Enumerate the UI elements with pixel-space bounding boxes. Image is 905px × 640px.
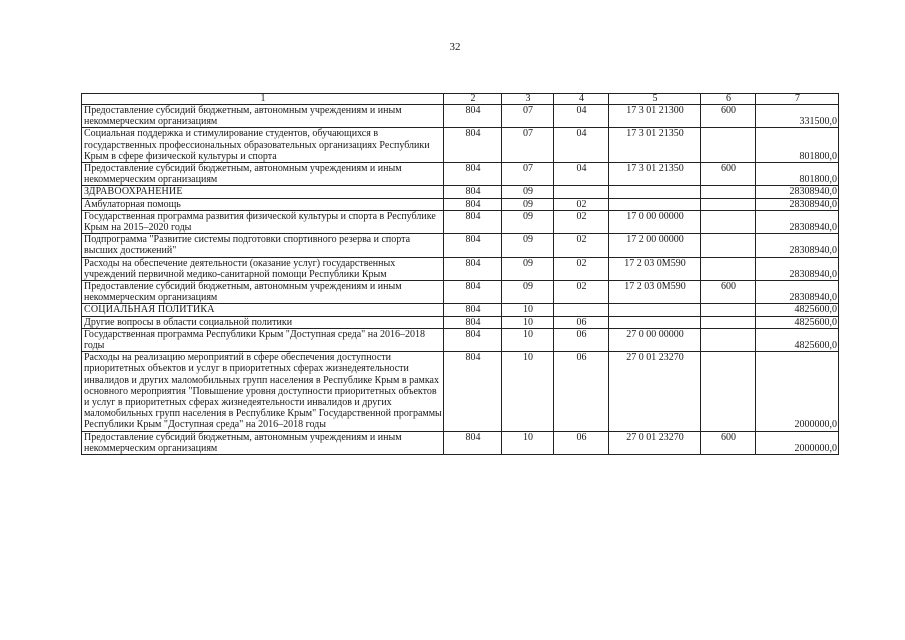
header-cell: 1: [82, 94, 444, 105]
expense-type-cell: [701, 316, 756, 328]
target-article-cell: [609, 316, 701, 328]
target-article-cell: 17 3 01 21350: [609, 163, 701, 186]
header-cell: 2: [444, 94, 502, 105]
target-article-cell: [609, 304, 701, 316]
section-code-cell: 09: [502, 198, 554, 210]
budget-table: [81, 93, 839, 455]
expense-type-cell: 600: [701, 105, 756, 128]
section-code-cell: 09: [502, 281, 554, 304]
subsection-code-cell: 06: [554, 352, 609, 431]
header-cell: 6: [701, 94, 756, 105]
target-article-cell: 27 0 00 00000: [609, 328, 701, 351]
item-name-cell: Предоставление субсидий бюджетным, автономным учреждениям и иным некоммерческим организациям: [82, 431, 444, 454]
grbs-code-cell: 804: [444, 281, 502, 304]
grbs-code-cell: 804: [444, 304, 502, 316]
grbs-code-cell: 804: [444, 234, 502, 257]
item-name-cell: Подпрограмма "Развитие системы подготовки спортивного резерва и спорта высших достижений": [82, 234, 444, 257]
section-code-cell: 10: [502, 316, 554, 328]
header-cell: 5: [609, 94, 701, 105]
amount-cell: 28308940,0: [756, 234, 839, 257]
subsection-code-cell: 04: [554, 105, 609, 128]
amount-cell: 28308940,0: [756, 210, 839, 233]
subsection-code-cell: 04: [554, 128, 609, 163]
amount-cell: 28308940,0: [756, 186, 839, 198]
expense-type-cell: 600: [701, 431, 756, 454]
section-code-cell: 07: [502, 105, 554, 128]
item-name-cell: Предоставление субсидий бюджетным, автономным учреждениям и иным некоммерческим организациям: [82, 105, 444, 128]
subsection-code-cell: 02: [554, 234, 609, 257]
section-code-cell: 09: [502, 210, 554, 233]
table-row: [82, 128, 839, 163]
grbs-code-cell: 804: [444, 328, 502, 351]
section-code-cell: 09: [502, 234, 554, 257]
grbs-code-cell: 804: [444, 257, 502, 280]
grbs-code-cell: 804: [444, 128, 502, 163]
subsection-code-cell: 06: [554, 431, 609, 454]
grbs-code-cell: 804: [444, 352, 502, 431]
table-row: [82, 328, 839, 351]
table-row: [82, 186, 839, 198]
table-header-row: [82, 94, 839, 105]
item-name-cell: Расходы на обеспечение деятельности (оказание услуг) государственных учреждений первичной медико-санитарной помощи Республики Крым: [82, 257, 444, 280]
amount-cell: 4825600,0: [756, 316, 839, 328]
target-article-cell: 17 2 00 00000: [609, 234, 701, 257]
header-cell: 4: [554, 94, 609, 105]
item-name-cell: ЗДРАВООХРАНЕНИЕ: [82, 186, 444, 198]
expense-type-cell: [701, 234, 756, 257]
table-row: [82, 105, 839, 128]
table-row: [82, 210, 839, 233]
amount-cell: 28308940,0: [756, 257, 839, 280]
table-row: [82, 304, 839, 316]
item-name-cell: Другие вопросы в области социальной политики: [82, 316, 444, 328]
page-number: 32: [449, 41, 461, 53]
section-code-cell: 07: [502, 163, 554, 186]
amount-cell: 28308940,0: [756, 198, 839, 210]
grbs-code-cell: 804: [444, 105, 502, 128]
target-article-cell: 17 3 01 21300: [609, 105, 701, 128]
item-name-cell: Социальная поддержка и стимулирование студентов, обучающихся в государственных профессиональных образовательных организациях Республики Крым в сфере физической культуры и спорта: [82, 128, 444, 163]
amount-cell: 2000000,0: [756, 352, 839, 431]
amount-cell: 801800,0: [756, 163, 839, 186]
grbs-code-cell: 804: [444, 210, 502, 233]
expense-type-cell: [701, 304, 756, 316]
item-name-cell: Предоставление субсидий бюджетным, автономным учреждениям и иным некоммерческим организациям: [82, 163, 444, 186]
grbs-code-cell: 804: [444, 198, 502, 210]
subsection-code-cell: 06: [554, 328, 609, 351]
amount-cell: 2000000,0: [756, 431, 839, 454]
grbs-code-cell: 804: [444, 316, 502, 328]
table-row: [82, 281, 839, 304]
item-name-cell: Государственная программа Республики Крым "Доступная среда" на 2016–2018 годы: [82, 328, 444, 351]
grbs-code-cell: 804: [444, 186, 502, 198]
subsection-code-cell: 02: [554, 210, 609, 233]
item-name-cell: СОЦИАЛЬНАЯ ПОЛИТИКА: [82, 304, 444, 316]
amount-cell: 4825600,0: [756, 304, 839, 316]
section-code-cell: 10: [502, 352, 554, 431]
table-row: [82, 257, 839, 280]
amount-cell: 28308940,0: [756, 281, 839, 304]
item-name-cell: Государственная программа развития физической культуры и спорта в Республике Крым на 2015–2020 годы: [82, 210, 444, 233]
expense-type-cell: [701, 198, 756, 210]
target-article-cell: 27 0 01 23270: [609, 431, 701, 454]
target-article-cell: [609, 186, 701, 198]
section-code-cell: 10: [502, 328, 554, 351]
expense-type-cell: [701, 328, 756, 351]
section-code-cell: 07: [502, 128, 554, 163]
section-code-cell: 09: [502, 257, 554, 280]
subsection-code-cell: 02: [554, 198, 609, 210]
item-name-cell: Расходы на реализацию мероприятий в сфере обеспечения доступности приоритетных объектов и услуг в приоритетных сферах жизнедеятельности инвалидов и других маломобильных групп населения в Республике Крым в рамках основного мероприятия "Повышение уровня доступности приоритетных объектов и услуг в приоритетных сферах жизнедеятельности инвалидов и других маломобильных групп населения в Республике Крым" Государственной программы Республики Крым "Доступная среда" на 2016–2018 годы: [82, 352, 444, 431]
target-article-cell: 27 0 01 23270: [609, 352, 701, 431]
expense-type-cell: [701, 352, 756, 431]
section-code-cell: 10: [502, 304, 554, 316]
target-article-cell: 17 0 00 00000: [609, 210, 701, 233]
grbs-code-cell: 804: [444, 431, 502, 454]
subsection-code-cell: [554, 186, 609, 198]
amount-cell: 801800,0: [756, 128, 839, 163]
target-article-cell: 17 2 03 0М590: [609, 257, 701, 280]
subsection-code-cell: 02: [554, 281, 609, 304]
table-row: [82, 234, 839, 257]
table-row: [82, 352, 839, 431]
subsection-code-cell: 04: [554, 163, 609, 186]
header-cell: 3: [502, 94, 554, 105]
target-article-cell: 17 2 03 0М590: [609, 281, 701, 304]
table-row: [82, 198, 839, 210]
table-row: [82, 316, 839, 328]
target-article-cell: [609, 198, 701, 210]
header-cell: 7: [756, 94, 839, 105]
expense-type-cell: 600: [701, 163, 756, 186]
target-article-cell: 17 3 01 21350: [609, 128, 701, 163]
table-row: [82, 431, 839, 454]
expense-type-cell: [701, 128, 756, 163]
item-name-cell: Предоставление субсидий бюджетным, автономным учреждениям и иным некоммерческим организациям: [82, 281, 444, 304]
expense-type-cell: [701, 257, 756, 280]
subsection-code-cell: 06: [554, 316, 609, 328]
subsection-code-cell: [554, 304, 609, 316]
expense-type-cell: [701, 186, 756, 198]
section-code-cell: 10: [502, 431, 554, 454]
subsection-code-cell: 02: [554, 257, 609, 280]
expense-type-cell: 600: [701, 281, 756, 304]
item-name-cell: Амбулаторная помощь: [82, 198, 444, 210]
amount-cell: 331500,0: [756, 105, 839, 128]
section-code-cell: 09: [502, 186, 554, 198]
expense-type-cell: [701, 210, 756, 233]
amount-cell: 4825600,0: [756, 328, 839, 351]
grbs-code-cell: 804: [444, 163, 502, 186]
table-row: [82, 163, 839, 186]
